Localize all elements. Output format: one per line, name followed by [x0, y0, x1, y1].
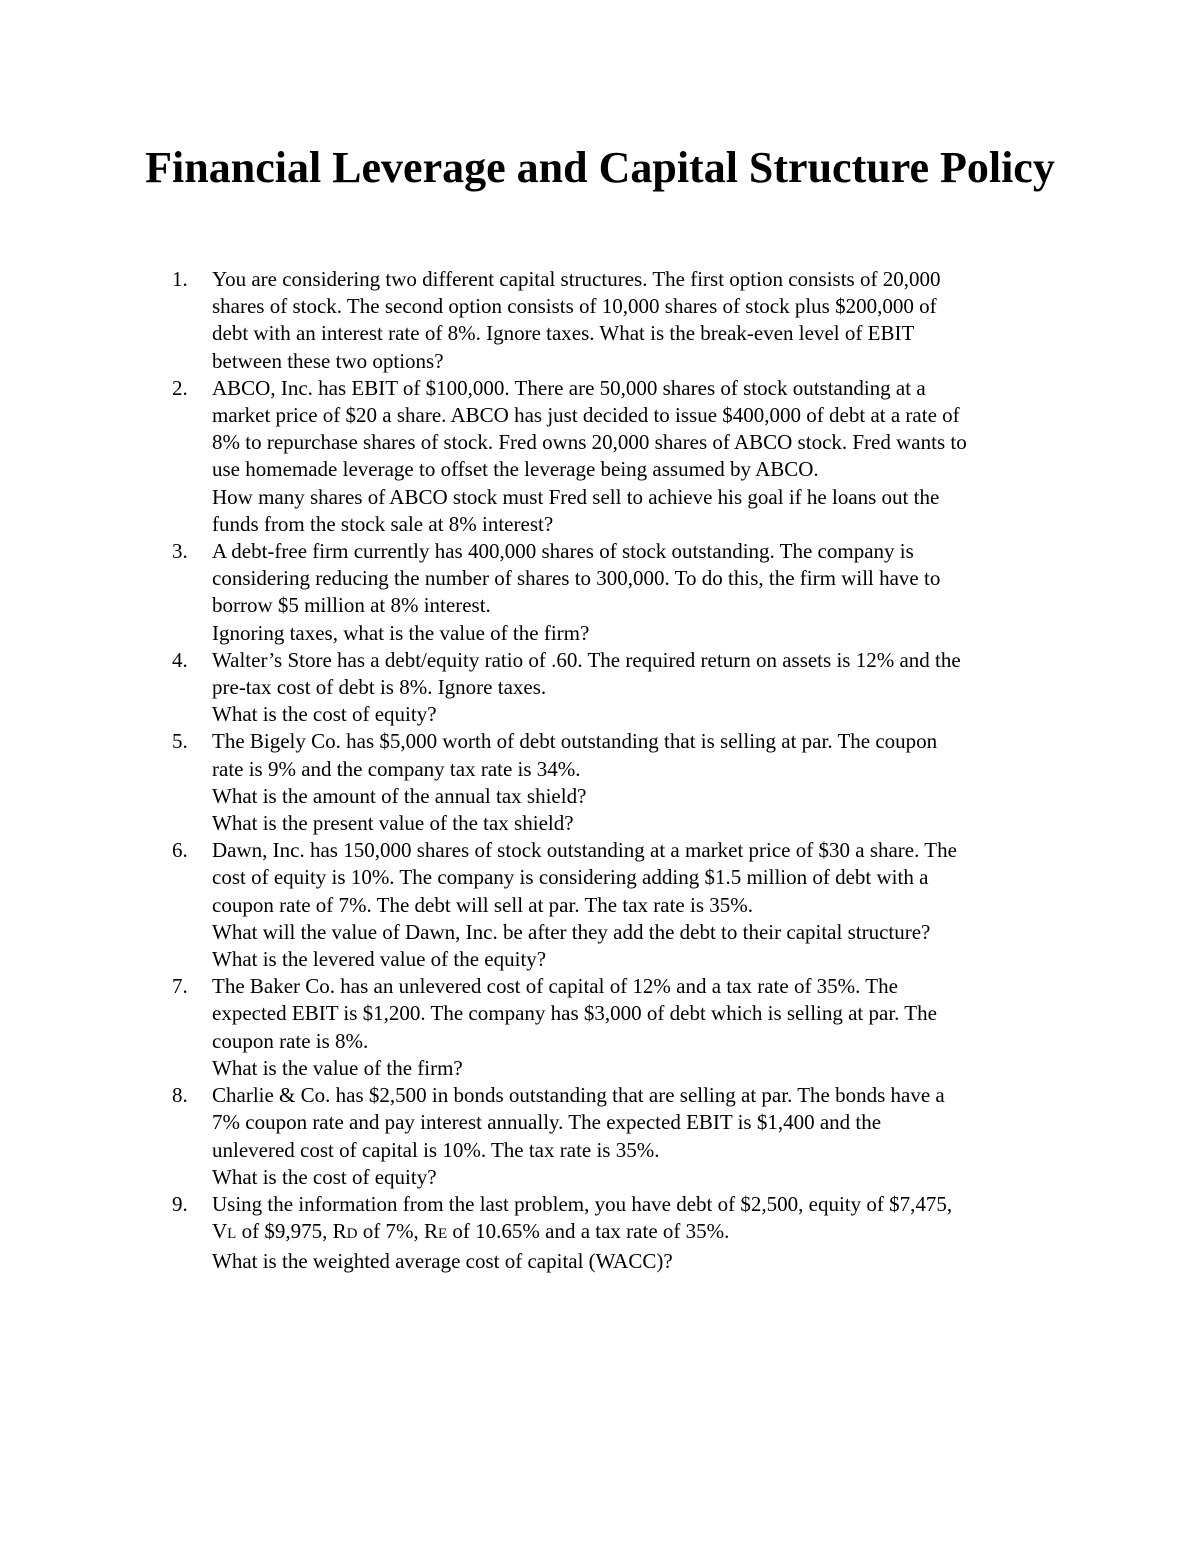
question-line: between these two options?: [212, 348, 444, 373]
re-symbol: R: [423, 1219, 438, 1244]
question-line: use homemade leverage to offset the leverage being assumed by ABCO.: [212, 457, 819, 482]
question-line: rate is 9% and the company tax rate is 34%.: [212, 756, 581, 781]
question-line: 8% to repurchase shares of stock. Fred owns 20,000 shares of ABCO stock. Fred wants to: [212, 430, 967, 455]
question-line: What is the cost of equity?: [212, 1164, 437, 1189]
question-item-9: [172, 1191, 1072, 1276]
vl-text: of $9,975,: [236, 1219, 333, 1244]
question-number: 1.: [172, 267, 188, 291]
question-line: How many shares of ABCO stock must Fred sell to achieve his goal if he loans out the: [212, 484, 940, 509]
question-item-7: [172, 973, 1072, 1082]
question-line: Ignoring taxes, what is the value of the firm?: [212, 620, 590, 645]
question-line: expected EBIT is $1,200. The company has $3,000 of debt which is selling at par. The: [212, 1001, 937, 1026]
question-line: What is the value of the firm?: [212, 1055, 463, 1080]
question-item-1: [172, 266, 1072, 375]
question-line: market price of $20 a share. ABCO has just decided to issue $400,000 of debt at a rate of: [212, 403, 960, 428]
question-line: The Baker Co. has an unlevered cost of capital of 12% and a tax rate of 35%. The: [212, 974, 898, 999]
question-number: 9.: [172, 1191, 188, 1216]
question-number: 8.: [172, 1083, 188, 1108]
question-number: 2.: [172, 375, 188, 400]
rd-subscript: D: [346, 1226, 358, 1243]
question-line: considering reducing the number of shares to 300,000. To do this, the firm will have to: [212, 566, 941, 591]
question-number: 5.: [172, 729, 188, 754]
question-item-3: [172, 538, 1072, 647]
question-line: What is the amount of the annual tax shield?: [212, 783, 587, 808]
question-number: 3.: [172, 539, 188, 564]
question-line: 7% coupon rate and pay interest annually. The expected EBIT is $1,400 and the: [212, 1110, 882, 1135]
question-line: Dawn, Inc. has 150,000 shares of stock outstanding at a market price of $30 a share. The: [212, 838, 957, 863]
question-line: shares of stock. The second option consists of 10,000 shares of stock plus $200,000 of: [212, 294, 937, 319]
question-line: What is the present value of the tax shield?: [212, 811, 574, 836]
question-item-8: [172, 1082, 1072, 1191]
question-number: 4.: [172, 647, 188, 672]
question-line: ABCO, Inc. has EBIT of $100,000. There are 50,000 shares of stock outstanding at a: [212, 375, 926, 400]
question-line: debt with an interest rate of 8%. Ignore taxes. What is the break-even level of EBIT: [212, 321, 915, 346]
question-line: What is the levered value of the equity?: [212, 947, 547, 972]
question-line: [212, 1218, 1072, 1248]
re-subscript: E: [437, 1226, 448, 1243]
question-line: The Bigely Co. has $5,000 worth of debt outstanding that is selling at par. The coupon: [212, 729, 938, 754]
re-text: of 10.65% and a tax rate of 35%.: [447, 1219, 730, 1244]
question-line: unlevered cost of capital is 10%. The tax rate is 35%.: [212, 1137, 660, 1162]
rd-symbol: R: [332, 1219, 347, 1244]
rd-text: of 7%,: [357, 1219, 424, 1244]
question-line: cost of equity is 10%. The company is considering adding $1.5 million of debt with a: [212, 865, 929, 890]
vl-subscript: L: [227, 1226, 237, 1243]
question-line: coupon rate is 8%.: [212, 1028, 369, 1053]
question-line: funds from the stock sale at 8% interest?: [212, 511, 554, 536]
question-line: Walter’s Store has a debt/equity ratio of .60. The required return on assets is 12% and the: [212, 647, 961, 672]
question-item-2: [172, 375, 1072, 538]
question-line: What is the weighted average cost of capital (WACC)?: [212, 1249, 673, 1274]
question-line: You are considering two different capital structures. The first option consists of 20,000: [212, 267, 941, 291]
question-line: What will the value of Dawn, Inc. be after they add the debt to their capital structure?: [212, 919, 931, 944]
question-line: borrow $5 million at 8% interest.: [212, 593, 491, 618]
question-line: coupon rate of 7%. The debt will sell at par. The tax rate is 35%.: [212, 892, 753, 917]
question-line: A debt-free firm currently has 400,000 shares of stock outstanding. The company is: [212, 539, 914, 564]
question-line: What is the cost of equity?: [212, 702, 437, 727]
question-item-4: [172, 647, 1072, 729]
question-item-6: [172, 837, 1072, 973]
question-item-5: [172, 728, 1072, 837]
question-line: Using the information from the last problem, you have debt of $2,500, equity of $7,475,: [212, 1191, 953, 1216]
question-number: 6.: [172, 838, 188, 863]
question-list: [172, 266, 1072, 1276]
question-line: Charlie & Co. has $2,500 in bonds outstanding that are selling at par. The bonds have a: [212, 1083, 945, 1108]
question-number: 7.: [172, 974, 188, 999]
document-title: Financial Leverage and Capital Structure Policy: [145, 143, 1055, 192]
question-line: pre-tax cost of debt is 8%. Ignore taxes.: [212, 675, 547, 700]
vl-symbol: V: [212, 1219, 228, 1244]
